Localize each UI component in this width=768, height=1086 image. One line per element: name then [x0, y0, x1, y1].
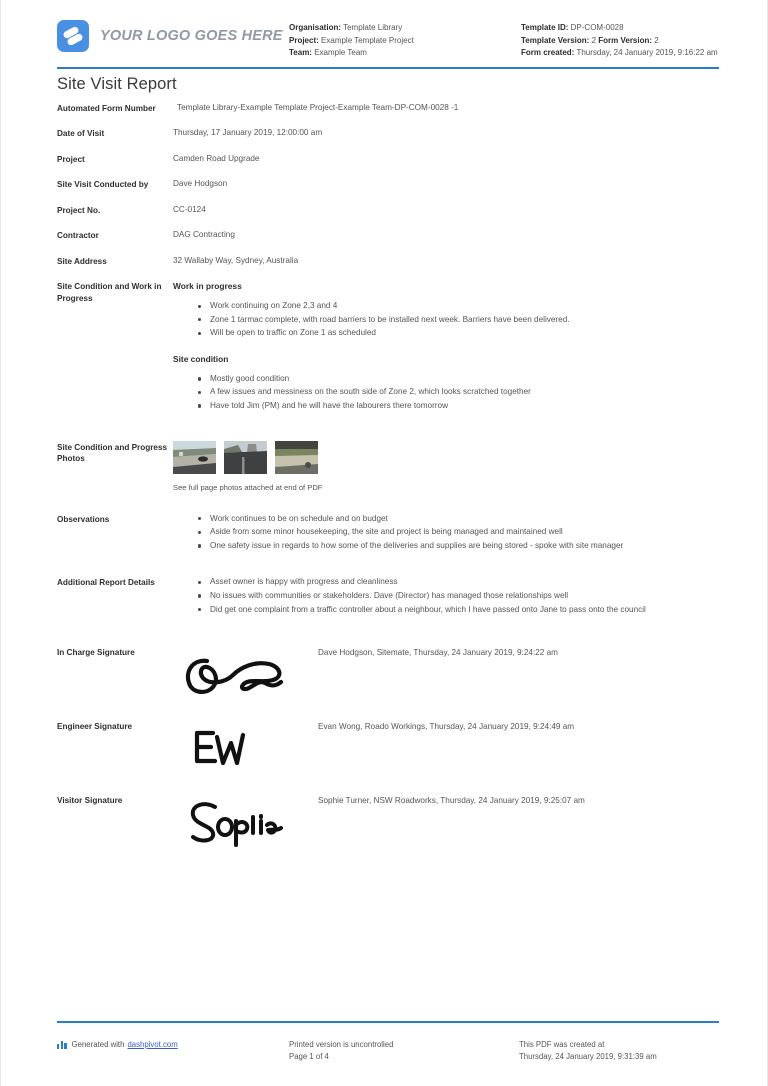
- meta-template-version-label: Template Version:: [521, 35, 590, 45]
- pdf-created-label: This PDF was created at: [519, 1040, 605, 1049]
- meta-team-value: Example Team: [314, 48, 367, 57]
- section-body: [173, 513, 719, 554]
- meta-project-label: Project:: [289, 35, 319, 45]
- field-value: Template Library-Example Template Project-Example Team-DP-COM-0028 -1: [177, 102, 459, 112]
- field-value: CC-0124: [173, 204, 206, 214]
- field-site-address: [57, 255, 719, 268]
- signature-meta: Sophie Turner, NSW Roadworks, Thursday, 24 January 2019, 9:25:07 am: [318, 796, 585, 806]
- section-label: Site Condition and Progress Photos: [57, 442, 168, 464]
- site-photo-3[interactable]: [275, 441, 318, 474]
- field-value: 32 Wallaby Way, Sydney, Australia: [173, 255, 299, 265]
- meta-form-created-value: Thursday, 24 January 2019, 9:16:22 am: [576, 48, 718, 57]
- pdf-created-value: Thursday, 24 January 2019, 9:31:39 am: [519, 1051, 657, 1061]
- field-label: Site Address: [57, 256, 107, 266]
- field-automated-form-number: [57, 102, 719, 115]
- page-title: Site Visit Report: [57, 74, 177, 93]
- list-item: Have told Jim (PM) and he will have the labourers there tomorrow: [198, 400, 719, 413]
- footer-divider: [57, 1021, 719, 1023]
- list-item: Zone 1 tarmac complete, with road barriers to be installed next week. Barriers have been delivered.: [198, 314, 719, 327]
- photos-caption: See full page photos attached at end of PDF: [173, 482, 323, 492]
- additional-details-list: [173, 576, 719, 616]
- signature-label: In Charge Signature: [57, 648, 135, 658]
- field-label: Site Visit Conducted by: [57, 180, 149, 189]
- signature-label: Engineer Signature: [57, 722, 133, 732]
- site-photo-1[interactable]: [173, 441, 216, 474]
- list-item: Aside from some minor housekeeping, the site and project is being managed and maintained well: [198, 526, 719, 539]
- field-label: Date of Visit: [57, 129, 105, 138]
- list-item: Mostly good condition: [198, 373, 719, 386]
- meta-organisation-label: Organisation:: [289, 23, 342, 32]
- subheading-work-in-progress: Work in progress: [173, 281, 242, 291]
- header-meta-left: [289, 14, 521, 60]
- field-value: Dave Hodgson: [173, 179, 228, 188]
- section-label: Additional Report Details: [57, 578, 155, 588]
- meta-versions: [521, 35, 719, 48]
- field-label: Project No.: [57, 205, 101, 215]
- field-label: Automated Form Number: [57, 103, 156, 113]
- meta-form-created-label: Form created:: [521, 48, 575, 57]
- field-value: DAG Contracting: [173, 230, 235, 239]
- signature-block-engineer: [57, 721, 719, 777]
- document-footer: [57, 1039, 719, 1062]
- meta-template-id: [521, 22, 719, 35]
- signature-in-charge[interactable]: [173, 647, 318, 703]
- meta-form-version-label: Form Version:: [598, 35, 653, 45]
- meta-organisation-value: Template Library: [343, 23, 403, 32]
- bar-chart-icon: [57, 1040, 67, 1049]
- subheading-site-condition: Site condition: [173, 353, 229, 364]
- printed-version-notice: Printed version is uncontrolled: [289, 1040, 394, 1049]
- header-meta-right: [521, 14, 719, 60]
- footer-generated-by: [57, 1039, 289, 1051]
- list-item: Asset owner is happy with progress and cleanliness: [198, 576, 719, 589]
- observations-list: [173, 513, 719, 553]
- meta-project: [289, 35, 521, 48]
- meta-organisation: [289, 22, 521, 35]
- document-header: [1, 0, 767, 60]
- form-fields: [57, 102, 719, 852]
- list-item: A few issues and messiness on the south side of Zone 2, which looks scratched together: [198, 386, 719, 399]
- signature-meta: Evan Wong, Roado Workings, Thursday, 24 January 2019, 9:24:49 am: [318, 722, 575, 732]
- dashpivot-link[interactable]: dashpivot.com: [127, 1040, 178, 1049]
- list-item: One safety issue in regards to how some of the deliveries and supplies are being stored - spoke with site manager: [198, 540, 719, 553]
- page-number: Page 1 of 4: [289, 1051, 329, 1061]
- field-value: Thursday, 17 January 2019, 12:00:00 am: [173, 128, 323, 137]
- meta-project-value: Example Template Project: [321, 35, 414, 45]
- section-label: Site Condition and Work in Progress: [57, 282, 162, 303]
- sitemate-logo-icon: [57, 20, 89, 52]
- signature-meta: Dave Hodgson, Sitemate, Thursday, 24 January 2019, 9:24:22 am: [318, 648, 559, 658]
- footer-generated-prefix: Generated with: [71, 1040, 125, 1049]
- header-divider: [57, 67, 719, 69]
- meta-form-created: [521, 47, 719, 60]
- section-site-photos: [57, 441, 719, 494]
- signature-block-in-charge: [57, 647, 719, 703]
- field-contractor: [57, 229, 719, 242]
- field-project: [57, 153, 719, 166]
- field-label: Contractor: [57, 231, 99, 240]
- meta-team-label: Team:: [289, 48, 312, 57]
- signature-label: Visitor Signature: [57, 796, 123, 806]
- field-project-no: [57, 204, 719, 217]
- meta-template-id-label: Template ID:: [521, 23, 569, 32]
- work-in-progress-list: [173, 300, 719, 340]
- list-item: Did get one complaint from a traffic controller about a neighbour, which I have passed onto Jane to pass onto the council: [198, 604, 719, 617]
- photo-thumbnail-row: [173, 441, 719, 474]
- footer-created-at: [519, 1039, 719, 1062]
- footer-print-notice: [289, 1039, 519, 1062]
- logo-placeholder-text: YOUR LOGO GOES HERE: [100, 28, 283, 44]
- meta-template-version-value: 2: [591, 35, 597, 45]
- field-conducted-by: [57, 178, 719, 191]
- field-label: Project: [57, 154, 85, 164]
- site-condition-list: [173, 373, 719, 413]
- list-item: Will be open to traffic on Zone 1 as scheduled: [198, 327, 719, 340]
- field-value: Camden Road Upgrade: [173, 153, 260, 163]
- section-label: Observations: [57, 514, 110, 524]
- list-item: Work continuing on Zone 2,3 and 4: [198, 300, 719, 313]
- section-body: [173, 280, 719, 414]
- section-site-condition-work-in-progress: [57, 280, 719, 414]
- section-body: [173, 441, 719, 494]
- signature-engineer[interactable]: [173, 721, 318, 777]
- section-additional-report-details: [57, 576, 719, 617]
- meta-template-id-value: DP-COM-0028: [570, 23, 624, 32]
- signature-visitor[interactable]: [173, 795, 318, 851]
- meta-form-version-value: 2: [654, 35, 659, 45]
- list-item: No issues with communities or stakeholders. Dave (Director) has managed those relationships well: [198, 590, 719, 603]
- meta-team: [289, 47, 521, 60]
- field-date-of-visit: [57, 127, 719, 140]
- section-body: [173, 576, 719, 617]
- company-logo: [57, 14, 289, 52]
- site-photo-2[interactable]: [224, 441, 267, 474]
- signature-block-visitor: [57, 795, 719, 851]
- section-observations: [57, 513, 719, 554]
- list-item: Work continues to be on schedule and on budget: [198, 513, 719, 526]
